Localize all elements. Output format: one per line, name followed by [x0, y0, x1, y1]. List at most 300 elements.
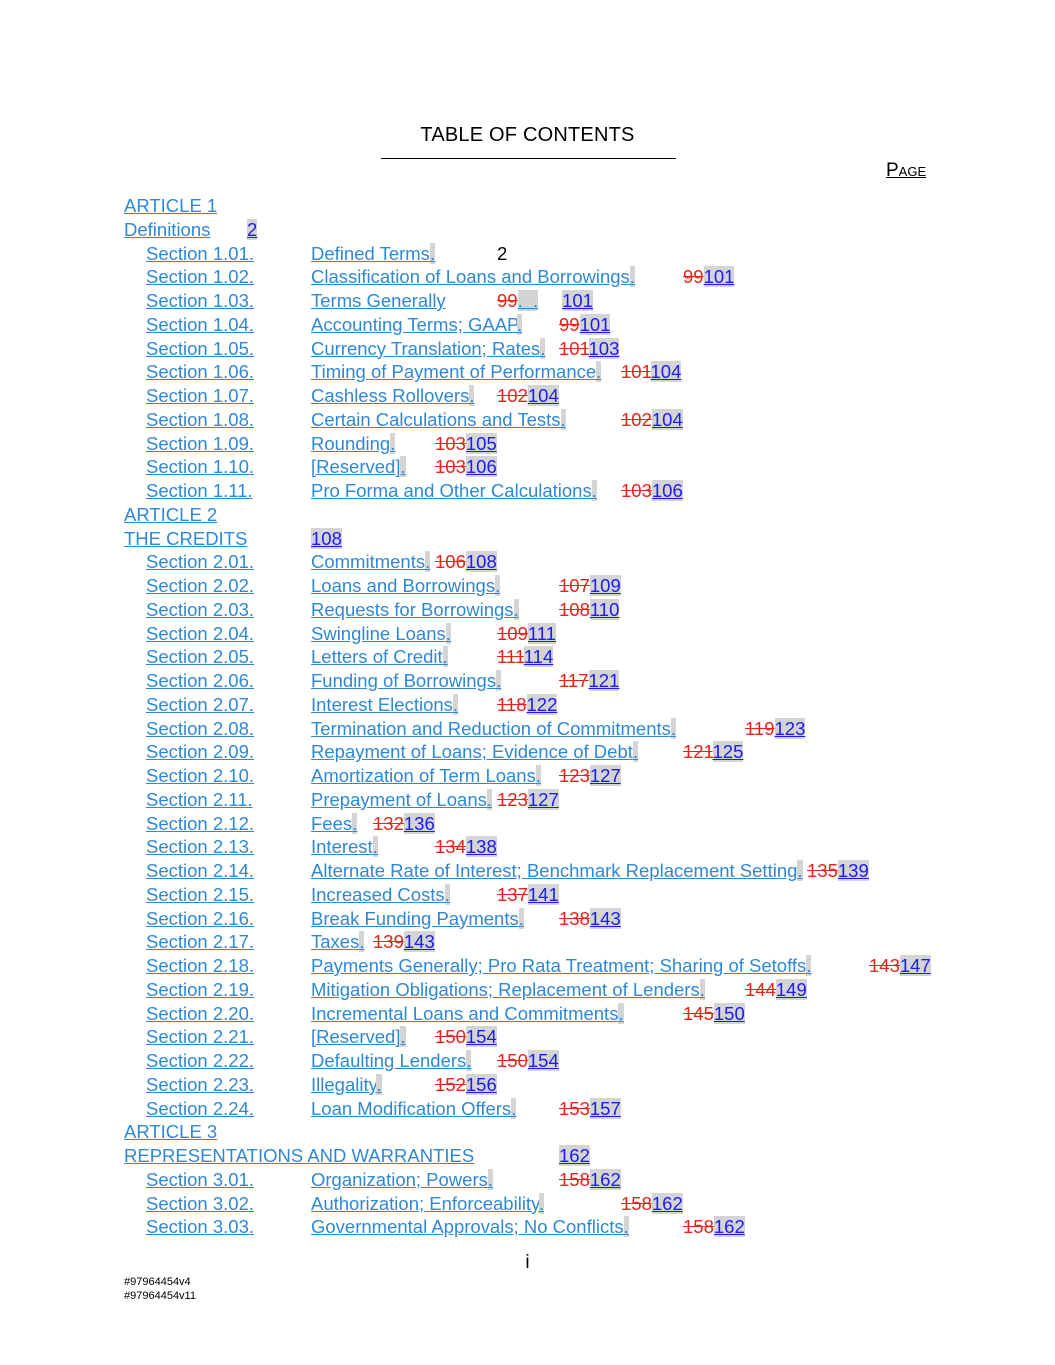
toc-section-row: [0, 788, 1055, 812]
page-ref[interactable]: [435, 455, 497, 479]
page-ref[interactable]: [621, 360, 681, 384]
section-title-link[interactable]: [311, 907, 524, 931]
section-number-link[interactable]: Section 3.01.: [146, 1168, 254, 1190]
section-number-link[interactable]: Section 1.04.: [146, 313, 254, 335]
toc-section-row: [0, 954, 1055, 978]
leader-dot: .: [623, 1216, 629, 1238]
leader-dot: .: [699, 978, 705, 1000]
toc-section-row: [0, 669, 1055, 693]
section-number-link[interactable]: Section 2.10.: [146, 765, 254, 786]
inserted-page-number: 105: [465, 432, 497, 454]
leader-dot: .: [469, 385, 475, 406]
inserted-page-number: 143: [403, 931, 435, 953]
section-title-text: Defaulting Lenders: [311, 1050, 467, 1071]
toc-section-row: [0, 1168, 1055, 1192]
section-title-text: Cashless Rollovers: [311, 385, 470, 406]
section-title-link[interactable]: [311, 812, 357, 836]
section-title-link[interactable]: [311, 1002, 624, 1026]
inserted-page-number: 147: [899, 955, 931, 976]
leader-dot: .: [629, 266, 635, 288]
section-title-link[interactable]: [311, 1049, 471, 1073]
deleted-page-number: 123: [559, 765, 590, 786]
page-ref[interactable]: [559, 598, 619, 622]
section-number-link[interactable]: Section 2.22.: [146, 1050, 254, 1071]
leader-dot: .: [442, 646, 448, 668]
inserted-page-number: 138: [465, 836, 497, 858]
page-ref[interactable]: [559, 907, 621, 931]
deleted-page-number: 158: [559, 1168, 590, 1190]
leader-dot: .: [670, 717, 677, 739]
deleted-page-number: 117: [559, 670, 589, 691]
section-number-link[interactable]: Section 2.14.: [146, 860, 254, 881]
article-heading-link[interactable]: THE CREDITS: [124, 527, 248, 549]
section-title-text: Currency Translation; Rates: [311, 337, 541, 359]
section-title-link[interactable]: [311, 978, 705, 1002]
section-number-link[interactable]: Section 2.03.: [146, 598, 254, 620]
toc-section-row: [0, 574, 1055, 598]
leader-dot: .: [487, 1168, 494, 1190]
article-heading-link[interactable]: Definitions: [124, 218, 211, 240]
inserted-page-number: 156: [465, 1073, 497, 1095]
section-title-text: Classification of Loans and Borrowings: [311, 266, 630, 288]
section-title-link[interactable]: [311, 788, 492, 812]
section-title-link[interactable]: [311, 740, 638, 764]
toc-section-row: [0, 812, 1055, 836]
section-title-link[interactable]: [311, 242, 435, 266]
leader-dot: .: [632, 741, 639, 763]
new-page-number: 2: [247, 218, 258, 240]
page-ref[interactable]: [559, 313, 610, 337]
section-title-link[interactable]: [311, 954, 811, 978]
deleted-page-number: 134: [435, 836, 466, 858]
new-page-number: 108: [311, 527, 342, 549]
section-title-text: Interest: [311, 836, 373, 858]
inserted-page-number: 104: [527, 385, 559, 406]
section-title-text: Commitments: [311, 551, 426, 573]
toc-section-row: [0, 1073, 1055, 1097]
section-title-text: Payments Generally; Pro Rata Treatment; Sharing of Setoffs: [311, 955, 807, 976]
section-title-text: Termination and Reduction of Commitments: [311, 717, 671, 739]
article-heading-link[interactable]: REPRESENTATIONS AND WARRANTIES: [124, 1145, 475, 1166]
leader-dot: .: [535, 765, 541, 786]
toc-section-row: [0, 455, 1055, 479]
page-ref[interactable]: [559, 1144, 590, 1168]
toc-section-row: [0, 384, 1055, 408]
section-title-text: [Reserved]: [311, 456, 401, 478]
section-number-link[interactable]: Section 1.03.: [146, 290, 254, 311]
page-ref[interactable]: [559, 1097, 621, 1121]
leader-dot: .: [429, 242, 436, 264]
section-title-link[interactable]: [311, 622, 451, 646]
section-number-link[interactable]: Section 2.19.: [146, 978, 254, 1000]
section-number-link[interactable]: Section 2.08.: [146, 717, 254, 739]
leader-dot: .: [596, 361, 602, 383]
toc-section-row: [0, 693, 1055, 717]
toc-section-row: [0, 1192, 1055, 1216]
section-title-link[interactable]: [311, 1097, 516, 1121]
leader-dot: .: [444, 883, 450, 905]
deleted-page-number: 108: [559, 598, 590, 620]
leader-dot: .: [540, 337, 546, 359]
leader-dot: .: [538, 1192, 545, 1214]
page-ref[interactable]: [497, 645, 553, 669]
deleted-page-number: 152: [435, 1073, 466, 1095]
toc-section-row: [0, 479, 1055, 503]
section-title-link[interactable]: [311, 645, 448, 669]
inserted-page-number: 121: [588, 670, 620, 691]
deleted-page-number: 145: [683, 1002, 714, 1024]
deleted-page-number: 143: [869, 955, 900, 976]
inserted-page-number: 139: [837, 860, 869, 881]
section-title-link[interactable]: [311, 669, 501, 693]
section-title-link[interactable]: [311, 598, 519, 622]
leader-dot: .: [466, 1050, 472, 1071]
page-ref[interactable]: [435, 550, 497, 574]
section-title-link[interactable]: [311, 859, 803, 883]
section-title-link[interactable]: [311, 289, 446, 313]
section-title-text: Swingline Loans: [311, 622, 446, 644]
toc-section-row: [0, 835, 1055, 859]
page-ref[interactable]: [373, 812, 435, 836]
deleted-page-number: 144: [745, 978, 776, 1000]
toc-section-row: [0, 337, 1055, 361]
deleted-page-number: 99: [683, 266, 704, 288]
section-number-link[interactable]: Section 3.03.: [146, 1216, 254, 1238]
inserted-page-number: 101: [579, 313, 611, 335]
section-number-link[interactable]: Section 2.06.: [146, 670, 254, 691]
toc-section-row: [0, 764, 1055, 788]
section-number-link[interactable]: Section 2.13.: [146, 836, 254, 858]
section-title-text: Interest Elections: [311, 693, 453, 715]
toc-section-row: [0, 1025, 1055, 1049]
leader-dot: .: [560, 408, 566, 430]
section-title-link[interactable]: [311, 764, 541, 788]
article-link[interactable]: ARTICLE 2: [124, 503, 218, 525]
deleted-page-number: 139: [373, 931, 404, 953]
leader-dot: .: [452, 693, 459, 715]
deleted-page-number: 103: [621, 480, 652, 501]
section-title-text: Terms Generally: [311, 290, 446, 311]
deleted-page-number: 158: [621, 1192, 652, 1214]
toc-article-row: [0, 194, 1055, 218]
inserted-page-number: 111: [527, 622, 556, 644]
section-number-link[interactable]: Section 2.12.: [146, 812, 254, 834]
section-number-link[interactable]: Section 1.07.: [146, 385, 254, 406]
section-title-link[interactable]: [311, 360, 601, 384]
deleted-page-number: 101: [621, 361, 651, 383]
inserted-page-number: 114: [523, 646, 554, 668]
leader-dot: .: [513, 598, 519, 620]
leader-dot: .: [806, 955, 812, 976]
inserted-page-number: 123: [774, 717, 806, 739]
section-title-text: Organization; Powers: [311, 1168, 488, 1190]
section-number-link[interactable]: Section 1.10.: [146, 456, 254, 478]
toc-section-row: [0, 1097, 1055, 1121]
page-ref[interactable]: [683, 265, 734, 289]
section-title-link[interactable]: [311, 479, 597, 503]
section-title-link[interactable]: [311, 384, 474, 408]
toc-section-row: [0, 645, 1055, 669]
leader-dot: .: [352, 812, 358, 834]
inserted-page-number: 122: [526, 693, 558, 715]
section-number-link[interactable]: Section 2.16.: [146, 907, 254, 929]
document-id: #97964454v11: [124, 1290, 196, 1302]
section-number-link[interactable]: Section 2.24.: [146, 1097, 254, 1119]
table-of-contents: [0, 194, 1055, 1239]
page-ref[interactable]: [869, 954, 931, 978]
toc-section-row: [0, 622, 1055, 646]
inserted-page-number: 101: [703, 266, 735, 288]
page-ref[interactable]: [435, 1025, 497, 1049]
article-link[interactable]: ARTICLE 3: [124, 1121, 218, 1143]
page-ref[interactable]: [683, 740, 743, 764]
section-title-text: Rounding: [311, 432, 391, 454]
leader-dot: .: [797, 860, 803, 881]
section-number-link[interactable]: Section 3.02.: [146, 1192, 254, 1214]
inserted-page-number: 162: [713, 1216, 745, 1238]
page-ref[interactable]: [497, 242, 507, 266]
section-title-text: [Reserved]: [311, 1026, 401, 1048]
page-ref[interactable]: [683, 1002, 745, 1026]
deleted-page-number: 106: [435, 551, 466, 573]
section-title-text: Alternate Rate of Interest; Benchmark Replacement Setting: [311, 860, 798, 881]
section-number-link[interactable]: Section 1.05.: [146, 337, 254, 359]
leader-dot: .: [518, 907, 524, 929]
page-ref[interactable]: [497, 883, 559, 907]
section-title-text: Fees: [311, 812, 353, 834]
inserted-page-number: 104: [651, 408, 683, 430]
toc-section-row: [0, 265, 1055, 289]
leader-dot: . .: [517, 290, 539, 311]
toc-section-row: [0, 717, 1055, 741]
toc-article-row: [0, 1120, 1055, 1144]
section-title-link[interactable]: [311, 883, 450, 907]
toc-heading-row: [0, 527, 1055, 551]
page-ref[interactable]: [435, 835, 497, 859]
page-ref[interactable]: [807, 859, 869, 883]
section-title-text: Illegality: [311, 1073, 377, 1095]
section-number-link[interactable]: Section 1.09.: [146, 432, 254, 454]
section-number-link[interactable]: Section 2.01.: [146, 551, 254, 573]
section-title-link[interactable]: [311, 550, 430, 574]
toc-section-row: [0, 1002, 1055, 1026]
section-number-link[interactable]: Section 1.06.: [146, 361, 254, 383]
section-title-link[interactable]: [311, 265, 635, 289]
leader-dot: .: [376, 1073, 382, 1095]
section-number-link[interactable]: Section 2.09.: [146, 741, 254, 763]
deleted-page-number: 135: [807, 860, 838, 881]
page-ref[interactable]: [559, 764, 621, 788]
leader-dot: .: [517, 313, 523, 335]
inserted-page-number: 103: [588, 337, 620, 359]
inserted-page-number: 154: [527, 1050, 559, 1071]
deleted-page-number: 150: [435, 1026, 466, 1048]
deleted-page-number: 99: [559, 313, 580, 335]
section-number-link[interactable]: Section 2.20.: [146, 1002, 254, 1024]
toc-section-row: [0, 907, 1055, 931]
leader-dot: .: [495, 575, 501, 596]
page-ref[interactable]: [497, 384, 559, 408]
page-ref[interactable]: [745, 978, 807, 1002]
inserted-page-number: 150: [713, 1002, 745, 1024]
section-title-link[interactable]: [311, 574, 500, 598]
inserted-page-number: 127: [589, 765, 621, 786]
deleted-page-number: 103: [435, 456, 466, 478]
section-title-text: Defined Terms: [311, 242, 430, 264]
page-ref[interactable]: [621, 479, 683, 503]
toc-heading-row: [0, 218, 1055, 242]
section-number-link[interactable]: Section 2.21.: [146, 1026, 254, 1048]
section-title-link[interactable]: [311, 313, 522, 337]
leader-dot: .: [486, 788, 492, 810]
section-number-link[interactable]: Section 1.01.: [146, 242, 254, 264]
inserted-page-number: 154: [465, 1026, 497, 1048]
toc-section-row: [0, 313, 1055, 337]
section-number-link[interactable]: Section 2.05.: [146, 646, 254, 668]
page-ref[interactable]: [559, 337, 619, 361]
toc-section-row: [0, 1215, 1055, 1239]
section-title-text: Repayment of Loans; Evidence of Debt: [311, 741, 633, 763]
section-title-text: Accounting Terms; GAAP: [311, 313, 518, 335]
section-number-link[interactable]: Section 2.17.: [146, 931, 254, 953]
inserted-page-number: 162: [651, 1192, 683, 1214]
page-column-label: Page: [886, 160, 927, 181]
page-ref[interactable]: [497, 289, 593, 313]
section-number-link[interactable]: Section 1.02.: [146, 266, 254, 288]
leader-dot: .: [400, 456, 406, 478]
leader-dot: .: [425, 551, 431, 573]
page-ref[interactable]: [745, 717, 805, 741]
section-title-link[interactable]: [311, 835, 378, 859]
page-ref[interactable]: [497, 1049, 559, 1073]
inserted-page-number: 125: [712, 741, 744, 763]
section-title-text: Pro Forma and Other Calculations: [311, 480, 592, 501]
section-title-link[interactable]: [311, 693, 458, 717]
page-ref[interactable]: [311, 527, 342, 551]
page-ref[interactable]: [559, 669, 619, 693]
section-title-link[interactable]: [311, 1168, 493, 1192]
leader-dot: .: [591, 480, 597, 501]
document-id: #97964454v4: [124, 1276, 191, 1288]
toc-heading-row: [0, 1144, 1055, 1168]
inserted-page-number: 106: [651, 480, 683, 501]
toc-section-row: [0, 360, 1055, 384]
toc-section-row: [0, 408, 1055, 432]
deleted-page-number: 123: [497, 788, 528, 810]
section-title-link[interactable]: [311, 455, 406, 479]
section-title-text: Requests for Borrowings: [311, 598, 514, 620]
section-title-text: Certain Calculations and Tests: [311, 408, 561, 430]
leader-dot: .: [359, 931, 365, 953]
document-title: TABLE OF CONTENTS: [420, 124, 635, 146]
section-number-link[interactable]: Section 2.15.: [146, 883, 254, 905]
deleted-page-number: 132: [373, 812, 404, 834]
deleted-page-number: 109: [497, 622, 528, 644]
page-ref[interactable]: [497, 693, 557, 717]
leader-dot: .: [372, 836, 378, 858]
section-title-text: Timing of Payment of Performance: [311, 361, 597, 383]
deleted-page-number: 137: [497, 883, 528, 905]
deleted-page-number: 138: [559, 907, 590, 929]
inserted-page-number: 157: [589, 1097, 621, 1119]
inserted-page-number: 104: [650, 361, 682, 383]
deleted-page-number: 111: [497, 646, 524, 668]
toc-section-row: [0, 432, 1055, 456]
section-title-link[interactable]: [311, 717, 676, 741]
section-title-text: Break Funding Payments: [311, 907, 519, 929]
deleted-page-number: 101: [559, 337, 589, 359]
deleted-page-number: 102: [621, 408, 652, 430]
section-title-link[interactable]: [311, 930, 364, 954]
section-title-link[interactable]: [311, 1215, 629, 1239]
leader-dot: .: [400, 1026, 406, 1048]
page-ref[interactable]: [373, 930, 435, 954]
section-title-text: Authorization; Enforceability: [311, 1192, 539, 1214]
section-title-link[interactable]: [311, 1025, 406, 1049]
page-ref[interactable]: [559, 574, 621, 598]
inserted-page-number: 143: [589, 907, 621, 929]
section-title-link[interactable]: [311, 337, 545, 361]
toc-section-row: [0, 598, 1055, 622]
section-title-link[interactable]: [311, 1073, 382, 1097]
section-title-link[interactable]: [311, 432, 395, 456]
section-number-link[interactable]: Section 2.07.: [146, 693, 254, 715]
inserted-page-number: 136: [403, 812, 435, 834]
section-number-link[interactable]: Section 2.02.: [146, 575, 254, 596]
section-number-link[interactable]: Section 2.11.: [146, 788, 253, 810]
page-ref[interactable]: [683, 1215, 745, 1239]
section-number-link[interactable]: Section 2.23.: [146, 1073, 254, 1095]
deleted-page-number: 103: [435, 432, 466, 454]
deleted-page-number: 153: [559, 1097, 590, 1119]
page-ref[interactable]: [497, 788, 559, 812]
toc-section-row: [0, 550, 1055, 574]
toc-section-row: [0, 883, 1055, 907]
section-title-link[interactable]: [311, 408, 566, 432]
section-title-text: Taxes: [311, 931, 360, 953]
inserted-page-number: 162: [589, 1168, 621, 1190]
page-ref[interactable]: [435, 1073, 497, 1097]
page-ref[interactable]: [559, 1168, 621, 1192]
page-ref[interactable]: [435, 432, 497, 456]
toc-section-row: [0, 289, 1055, 313]
deleted-page-number: 107: [559, 575, 590, 596]
page-ref[interactable]: [497, 622, 556, 646]
section-title-text: Increased Costs: [311, 883, 445, 905]
deleted-page-number: 102: [497, 385, 528, 406]
section-title-text: Amortization of Term Loans: [311, 765, 536, 786]
section-number-link[interactable]: Section 2.04.: [146, 622, 254, 644]
section-title-text: Funding of Borrowings: [311, 670, 497, 691]
inserted-page-number: 106: [465, 456, 497, 478]
page-ref[interactable]: [621, 408, 683, 432]
page-number: i: [525, 1252, 530, 1273]
section-number-link[interactable]: Section 1.08.: [146, 408, 254, 430]
toc-article-row: [0, 503, 1055, 527]
page-ref[interactable]: [247, 218, 257, 242]
toc-section-row: [0, 740, 1055, 764]
section-title-text: Incremental Loans and Commitments: [311, 1002, 619, 1024]
section-number-link[interactable]: Section 2.18.: [146, 955, 254, 976]
section-number-link[interactable]: Section 1.11.: [146, 480, 253, 501]
leader-dot: .: [445, 622, 451, 644]
deleted-page-number: 119: [745, 717, 775, 739]
leader-dot: .: [511, 1097, 517, 1119]
article-link[interactable]: ARTICLE 1: [124, 195, 218, 216]
page-ref[interactable]: [621, 1192, 683, 1216]
section-title-text: Governmental Approvals; No Conflicts: [311, 1216, 624, 1238]
section-title-link[interactable]: [311, 1192, 544, 1216]
